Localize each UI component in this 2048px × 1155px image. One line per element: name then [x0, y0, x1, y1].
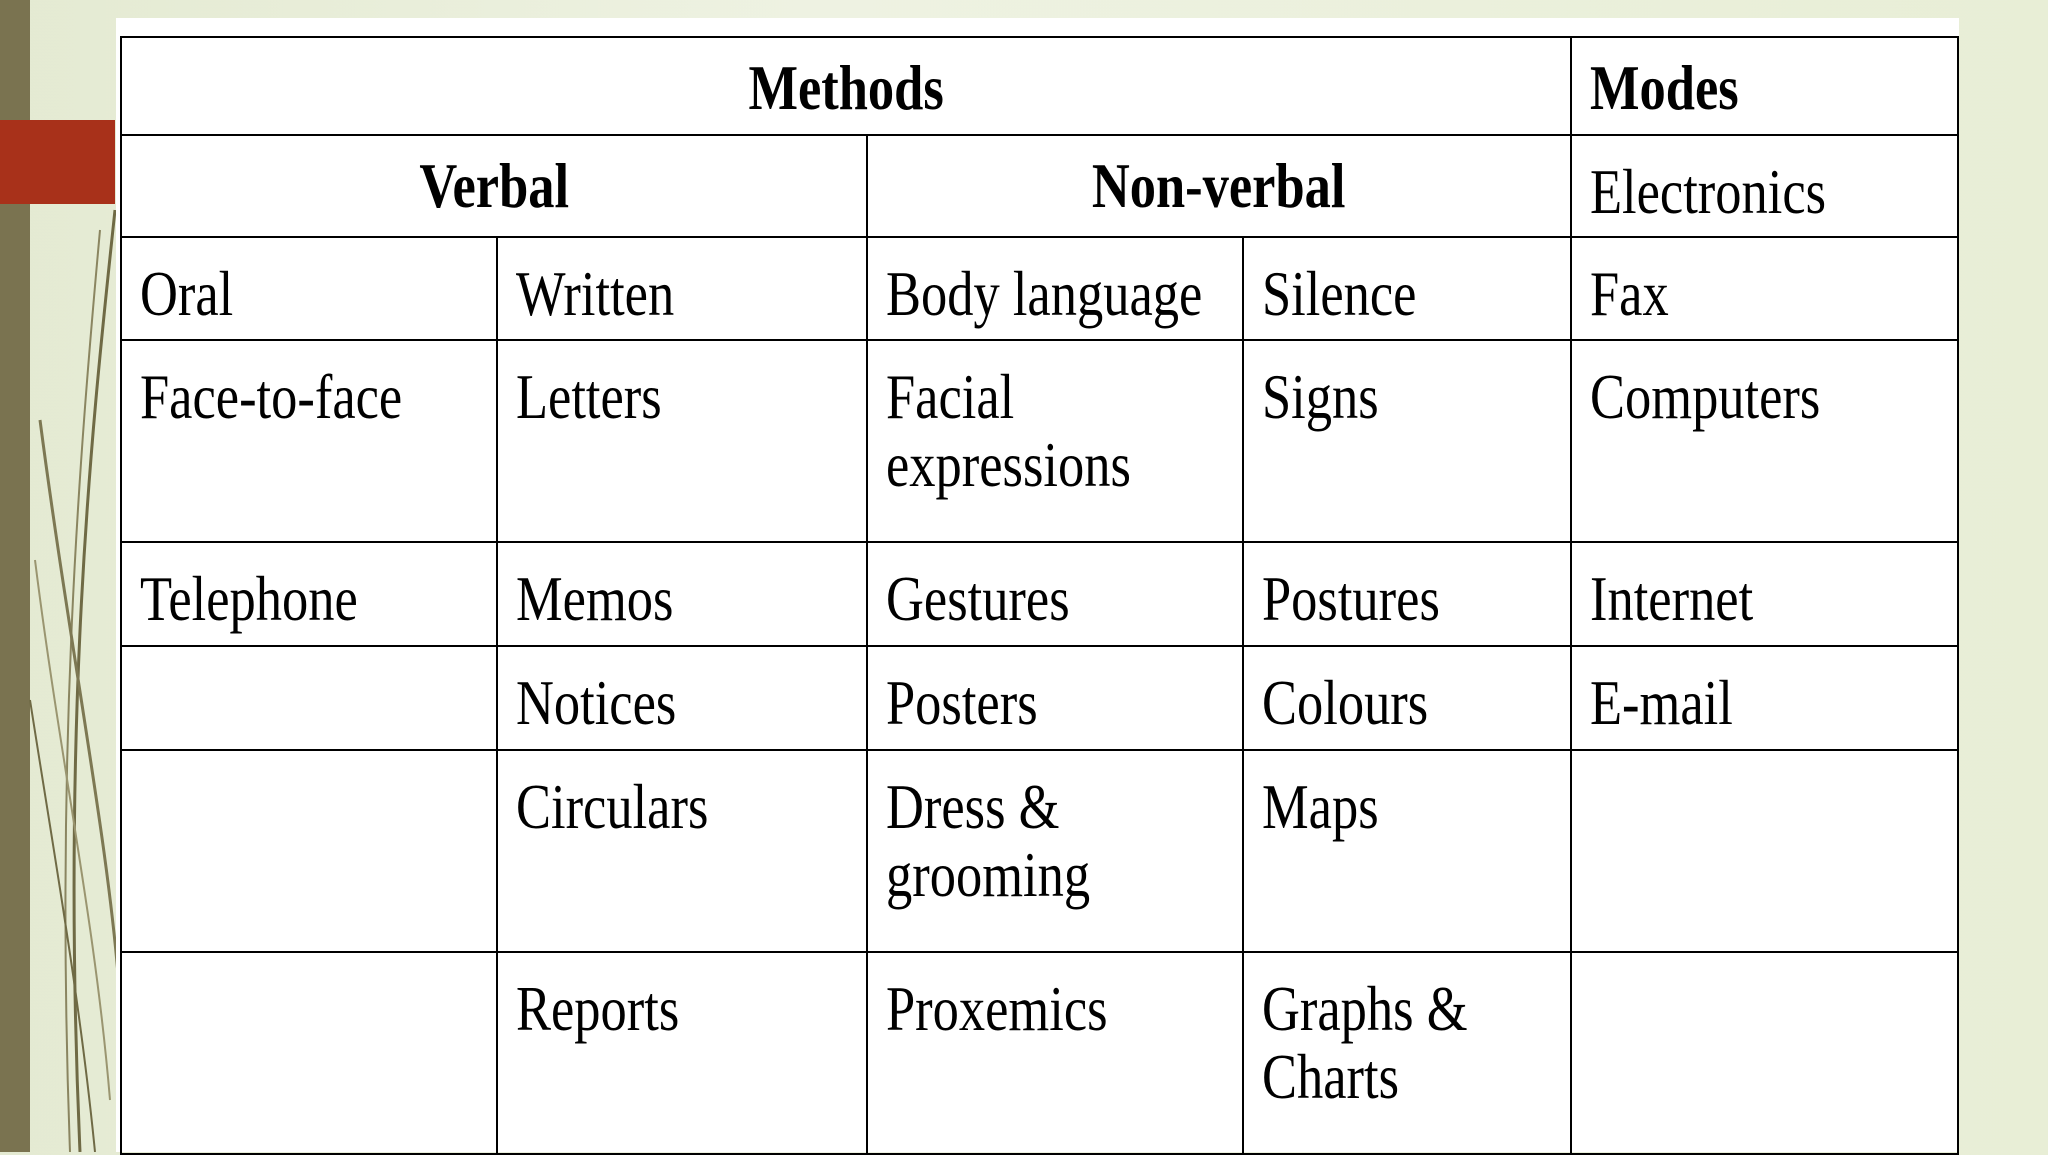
table-cell: [1571, 952, 1958, 1154]
table-cell: Graphs & Charts: [1243, 952, 1571, 1154]
table-cell: Signs: [1243, 340, 1571, 542]
table-cell: Memos: [497, 542, 867, 646]
table-cell: [121, 952, 497, 1154]
table-cell: Posters: [867, 646, 1243, 750]
table-row: [121, 237, 1958, 340]
table-cell: Internet: [1571, 542, 1958, 646]
table-row: [121, 646, 1958, 750]
modes-header: Modes: [1571, 37, 1958, 135]
table-cell: Body language: [867, 237, 1243, 340]
table-cell: [121, 750, 497, 952]
table-cell: Electronics: [1571, 135, 1958, 237]
table-cell: Proxemics: [867, 952, 1243, 1154]
table-cell: Circulars: [497, 750, 867, 952]
table-cell: Computers: [1571, 340, 1958, 542]
table-cell: Postures: [1243, 542, 1571, 646]
table-cell: Telephone: [121, 542, 497, 646]
table-row: [121, 952, 1958, 1154]
communication-methods-table: [120, 36, 1959, 1155]
table-cell: Face-to-face: [121, 340, 497, 542]
verbal-header: Verbal: [121, 135, 867, 237]
table-row: [121, 340, 1958, 542]
table-cell: Dress & grooming: [867, 750, 1243, 952]
table-cell: Reports: [497, 952, 867, 1154]
table-cell: Colours: [1243, 646, 1571, 750]
table-cell: Written: [497, 237, 867, 340]
slide-accent-block: [0, 120, 115, 204]
methods-header: Methods: [121, 37, 1571, 135]
table-row: [121, 542, 1958, 646]
table-cell: E-mail: [1571, 646, 1958, 750]
table-cell: Notices: [497, 646, 867, 750]
table-cell: [1571, 750, 1958, 952]
table-cell: Facial expressions: [867, 340, 1243, 542]
nonverbal-header: Non-verbal: [867, 135, 1571, 237]
table-cell: Oral: [121, 237, 497, 340]
table-cell: Fax: [1571, 237, 1958, 340]
table-cell: Gestures: [867, 542, 1243, 646]
table-cell: Letters: [497, 340, 867, 542]
table-row: [121, 750, 1958, 952]
table-cell: Silence: [1243, 237, 1571, 340]
table-cell: [121, 646, 497, 750]
table-cell: Maps: [1243, 750, 1571, 952]
